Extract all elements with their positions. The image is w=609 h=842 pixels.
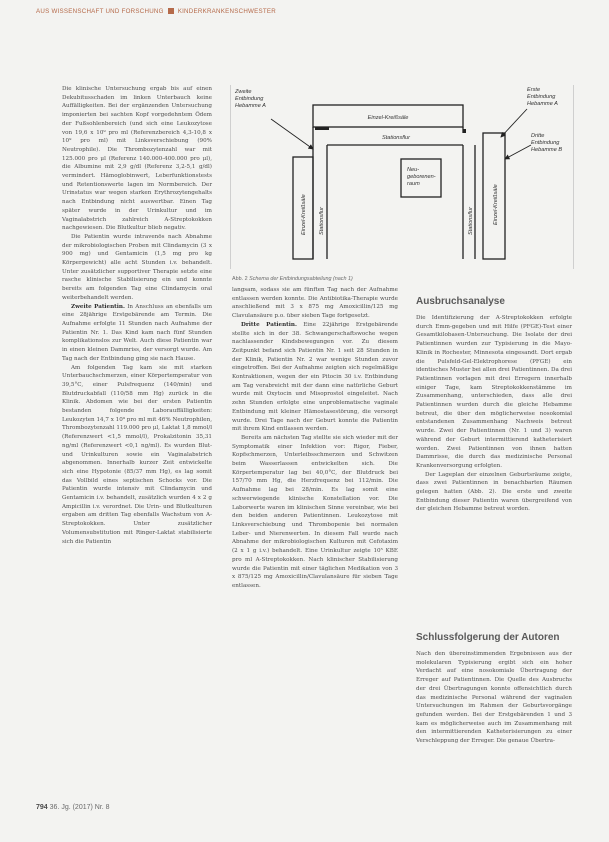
label-newborn-line2: geborenen- <box>407 174 436 180</box>
floorplan-diagram <box>231 85 573 269</box>
label-room-left: Einzel-Kreißsäle <box>301 194 307 235</box>
label-corridor-top: Stationsflur <box>382 135 410 141</box>
col1-paragraph: Zweite Patientin. In Anschluss an ebenfalls um eine 28jährige Erstgebärende am Termin. Die Aufnahme erfolgte 11 Stunden nach Aufnahme der Patientin Nr. 1. Das Kind kam nach fünf Stunden komplikationslos zur Welt. Auch diese Patientin war in einen kleinen Dammriss, der versorgt wurde. Am Tag nach der Entbindung ging sie nach Hause. <box>62 303 212 362</box>
column-3b <box>416 650 572 791</box>
door-mark <box>463 129 466 133</box>
col3a-paragraph: Der Lageplan der einzelnen Geburtsräume zeigte, dass zwei Patientinnen in benachbarten Räumen gelegen hatten (Abb. 2). Die erste und zweite Entbindung dieser Patientin waren übergreifend von der gleichen Hebamme betreut worden. <box>416 471 572 513</box>
label-corridor-right: Stationsflur <box>468 207 474 235</box>
label-entry-c-line3: Hebamme B <box>531 147 563 153</box>
figure-caption <box>232 276 353 282</box>
door-mark <box>315 127 329 130</box>
label-entry-b-line1: Erste <box>527 87 541 93</box>
label-entry-b-line3: Hebamme A <box>527 101 558 107</box>
arrow-entry-b <box>501 109 527 137</box>
label-entry-a-line1: Zweite <box>235 89 252 95</box>
label-entry-c <box>531 133 562 153</box>
col3b-paragraph: Nach den übereinstimmenden Ergebnissen aus der molekularen Typisierung ergibt sich ein hoher Verdacht auf eine nosokomiale Übertragung der Erreger auf Patientinnen. Die Quelle des Ausbruchs der drei Übertragungen konnte offensichtlich durch das medizinische Personal während der vaginalen Untersuchungen im Rahmen der Geburtsvorgänge gefunden werden. Bei der Erstgebärenden 1 und 3 kam es möglicherweise auch im Zusammenhang mit den intermittierenden Katheterisierungen zu einer Verschleppung der Erreger. Die genaue Übertra- <box>416 651 572 745</box>
label-entry-b <box>527 87 558 107</box>
label-corridor-left: Stationsflur <box>319 207 325 235</box>
heading-schlussfolgerung: Schlussfolgerung der Autoren <box>416 632 560 643</box>
heading-ausbruchsanalyse: Ausbruchsanalyse <box>416 296 505 307</box>
label-room-right: Einzel-Kreißsäle <box>493 184 499 225</box>
label-entry-b-line2: Entbindung <box>527 94 556 100</box>
col3a-paragraph: Die Identifizierung der A-Streptokokken erfolgte durch Emm-gegeben und mit Hilfe (PFGE)-Test einer Gesamtkilobasen-Untersuchung. Die Isolate der drei Patientinnen wurden zur Typisierung in die Mayo-Klinik in Rochester, Minnesota eingesandt. Dort ergab die Pulsfeld-Gel-Elektrophorese (PFGE) ein identisches Muster bei allen drei Patientinnen. Da drei Patientinnen vorlagen mit drei Erregern innerhalb einiger Tage, kam Streptokokkenstämme im Zusammenhang, unterschieden, dass alle drei Patientinnen wurden durch die gleiche Hebamme betreut, die über den möglicherweise nosokomial entstandenen Zusammenhang Nachweis betreut wurde. Zwei der Patientinnen (Nr. 1 und 3) waren während der Geburt intermittierend katheterisiert worden. Zwei Patientinnen von ihnen hatten Dammrisse, die durch das medizinische Personal Krankenversorgung erfolgten. <box>416 315 572 469</box>
figure-caption-text: Schema der Entbindungsabteilung (nach 1) <box>249 276 353 282</box>
col1-paragraph: Die klinische Untersuchung ergab bis auf einen Dekubitusschaden im linken Unterbauch keine Auffälligkeiten. Bei der ergänzenden Untersuchung imponierten bei sachten Kopf vorgedehntem Ödem der Fußsohlenbereich (und sich eine Leukozytose von 19,6 x 10⁹ pro ml (Referenzbereich 4,3-10,8 x 10⁹ pro ml) mit Linksverschiebung (90% Neutrophile). Die Thrombozytenzahl war mit 125.000 pro μl (Referenz 140.000-400.000 pro μl), die Albumine mit 2,9 g/dl (Referenz 3,2-5,1 g/dl) vermindert. Hämoglobinwert, Leberfunktionstests und Retentionswerte lagen im Normbereich. Der Urinstatus war wegen starken Erythrozytengehalts nach Entbindung nicht auswertbar. Einen Tag später wurde in der Urinkultur und im Vaginalabstrich zahlreich A-Streptokokken nachgewiesen. Die Blutkultur blieb negativ. <box>62 86 212 232</box>
label-entry-a-line2: Entbindung <box>235 96 264 102</box>
label-entry-a-line3: Hebamme A <box>235 103 266 109</box>
bookmark-icon <box>168 8 174 14</box>
label-entry-a <box>234 89 266 109</box>
col1-paragraph: Am folgenden Tag kam sie mit starken Unterbauchschmerzen, einer Körpertemperatur von 39,5°C, einer Pulsfrequenz (140/min) und Blutdruckabfall (110/58 mm Hg) zurück in die Klinik. Abdomen wie bei der ersten Patientin bestanden folgende Laborauffälligkeiten: Leukozyten 14,7 x 10⁹ pro ml mit 46% Neutrophilen, Thrombozytenzahl 119.000 pro μl, Laktat 1,8 mmol/l (Referenzwert <1,5 mmol/l), Prokalzitonin 35,31 ng/ml (Referenzwert <0,1 ng/ml). Es wurden Blut- und Urinkulturen sowie ein Vaginalabstrich abgenommen. Innerhalb kurzer Zeit entwickelte sich eine Hypotonie (85/37 mm Hg), es lag somit das Vollbild eines septischen Schocks vor. Die Patientin wurde intensiv mit Clindamycin und Gentamicin i.v. behandelt, zusätzlich wurden 4 x 2 g Ampicillin i.v. verordnet. Die Urin- und Blutkulturen ergaben am dritten Tag ebenfalls Wachstum von A-Streptokokken. Unter zusätzlicher Volumensubstitution mit Ringer-Laktat stabilisierte sich die Patientin <box>62 364 212 545</box>
column-1 <box>62 85 212 791</box>
col2-paragraph: Bereits am nächsten Tag stellte sie sich wieder mit der Symptomatik einer Infektion vor: Rigor, Fieber, Kopfschmerzen, Unterleibsschmerzen und Schwitzen beim Wasserlassen entwickelten sich. Die Körpertemperatur lag bei 40,0°C, der Blutdruck bei 157/70 mm Hg, die Herzfrequenz bei 112/min. Die Aufnahme lag bei 28/min. Es lag somit eine schwerwiegende klinische Konstellation vor. Die Laborwerte waren im klinischen Sinne vereinbar, wie bei den beiden anderen Patientinnen. Leukozytose mit Linksverschiebung und Thrombopenie bei normalen Leber- und Nierenwerten. In diesem Fall wurde nach Abnahme der mikrobiologischen Kulturen mit Cefotaxim (2 x 1 g i.v.) behandelt. Eine Urinkultur zeigte 10⁵ KBE pro ml A-Streptokokken. Nach klinischer Stabilisierung wurde die Patientin mit einer täglichen Medikation von 3 x 875/125 mg Amoxicillin/Clavulansäure für sieben Tage entlassen. <box>232 434 398 589</box>
corridor-walls <box>313 127 475 259</box>
label-entry-c-line2: Entbindung <box>531 140 560 146</box>
column-3a <box>416 314 572 626</box>
page-number: 794 <box>36 804 48 811</box>
label-newborn <box>407 167 437 187</box>
column-2 <box>232 286 398 791</box>
label-entry-c-line1: Dritte <box>531 133 545 139</box>
arrow-entry-c <box>505 145 531 159</box>
col1-paragraph: Die Patientin wurde intravenös nach Abnahme der mikrobiologischen Proben mit Clindamycin (3 x 900 mg) und Gentamicin (1,5 mg pro kg Körpergewicht) alle acht Stunden i.v. behandelt. Unter zusätzlicher supportiver Therapie setzte eine rasche klinische Stabilisierung ein und konnte bereits am folgenden Tag eine Clindamycin oral weiterbehandelt werden. <box>62 233 212 301</box>
label-newborn-line3: raum <box>407 181 420 187</box>
col2-paragraph: langsam, sodass sie am fünften Tag nach der Aufnahme entlassen werden konnte. Die Antibiotika-Therapie wurde anschließend mit 3 x 875 mg Amoxicillin/125 mg Clavulansäure p.o. über sieben Tage fortgesetzt. <box>232 287 398 320</box>
page-footer <box>36 804 110 811</box>
arrow-entry-a <box>271 119 313 149</box>
label-room-top: Einzel-Kreißsäle <box>367 115 409 121</box>
header-journal: KINDERKRANKENSCHWESTER <box>177 8 277 15</box>
col2-paragraph: Dritte Patientin. Eine 22jährige Erstgebärende stellte sich in der 38. Schwangerschaftswoche wegen nachlassender Kindsbewegungen vor. Zu diesem Zeitpunkt befand sich Patientin Nr. 1 seit 28 Stunden in der Klinik, Patientin Nr. 2 war wenige Stunden zuvor eingetroffen. Bei der Aufnahme zeigten sich regelmäßige Kontraktionen, wegen der ein Pitocin 30 i.v. Entbindung am Tag verabreicht mit der dann eine natürliche Geburt wurde mit Oxytocin und Misoprostol eingeleitet. Nach zehn Stunden erfolgte eine unproblematische vaginale Entbindung mit kleiner Hämostasestörung, die versorgt wurde. Drei Tage nach der Geburt konnte die Patientin mit ihrem Kind entlassen werden. <box>232 321 398 433</box>
running-header <box>36 8 576 15</box>
issue-info: 36. Jg. (2017) Nr. 8 <box>49 804 110 811</box>
label-newborn-line1: Neu- <box>407 167 420 173</box>
figure-floorplan <box>230 85 574 269</box>
figure-caption-label: Abb. 2 <box>232 276 248 282</box>
header-section: AUS WISSENSCHAFT UND FORSCHUNG <box>36 8 164 15</box>
